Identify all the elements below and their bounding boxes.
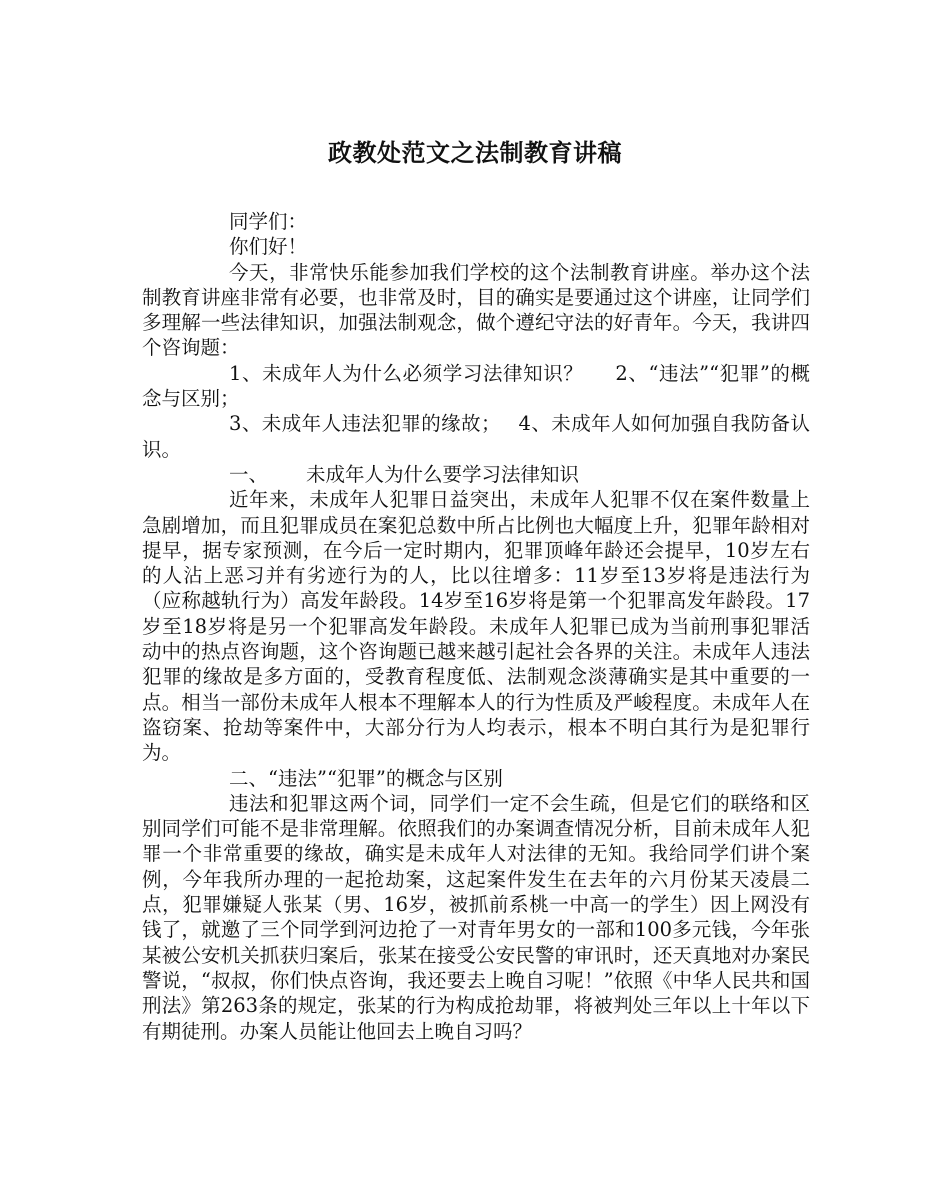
section-2-heading: 二、“违法”“犯罪”的概念与区别 — [229, 766, 503, 790]
topic-1: 1、未成年人为什么必须学习法律知识？ — [229, 361, 584, 385]
topic-3: 3、未成年人违法犯罪的缘故； — [229, 412, 501, 436]
section-1-paragraph: 近年来，未成年人犯罪日益突出，未成年人犯罪不仅在案件数量上急剧增加，而且犯罪成员在案犯总数中所占比例也大幅度上升，犯罪年龄相对提早，据专家预测，在今后一定时期内，犯罪顶峰年龄还会提早，10岁左右的人沾上恶习并有劣迹行为的人，比以往增多：11岁至13岁将是违法行为（应称越轨行为）高发年龄段。14岁至16岁将是第一个犯罪高发年龄段。17岁至18岁将是另一个犯罪高发年龄段。未成年人犯罪已成为当前刑事犯罪活动中的热点咨询题，这个咨询题已越来越引起社会各界的关注。未成年人违法犯罪的缘故是多方面的，受教育程度低、法制观念淡薄确实是其中重要的一点。相当一部份未成年人根本不理解本人的行为性质及严峻程度。未成年人在盗窃案、抢劫等案件中，大部分行为人均表示，根本不明白其行为是犯罪行为。 — [142, 488, 810, 765]
section-2-paragraph: 违法和犯罪这两个词，同学们一定不会生疏，但是它们的联络和区别同学们可能不是非常理解。依照我们的办案调查情况分析，目前未成年人犯罪一个非常重要的缘故，确实是未成年人对法律的无知。我给同学们讲个案例，今年我所办理的一起抢劫案，这起案件发生在去年的六月份某天凌晨二点，犯罪嫌疑人张某（男、16岁，被抓前系桃一中高一的学生）因上网没有钱了，就邀了三个同学到河边抢了一对青年男女的一部和100多元钱，今年张某被公安机关抓获归案后，张某在接受公安民警的审讯时，还天真地对办案民警说，“叔叔，你们快点咨询，我还要去上晚自习呢！”依照《中华人民共和国刑法》第263条的规定，张某的行为构成抢劫罪，将被判处三年以上十年以下有期徒刑。办案人员能让他回去上晚自习吗？ — [142, 791, 810, 1043]
document-title: 政教处范文之法制教育讲稿 — [328, 139, 622, 167]
section-1-number: 一、 — [229, 462, 269, 486]
topic-line-3-4 — [142, 411, 810, 462]
hello: 你们好！ — [229, 235, 308, 259]
intro-paragraph: 今天，非常快乐能参加我们学校的这个法制教育讲座。举办这个法制教育讲座非常有必要，也非常及时，目的确实是要通过这个讲座，让同学们多理解一些法律知识，加强法制观念，做个遵纪守法的好青年。今天，我讲四个咨询题： — [142, 260, 810, 360]
section-1-title: 未成年人为什么要学习法律知识 — [306, 462, 580, 486]
topic-line-1-2 — [142, 361, 810, 412]
section-1-heading — [142, 462, 810, 487]
document-body — [142, 209, 810, 1044]
topic-4: 4、未成年人如何加强自我防备认识。 — [142, 412, 810, 461]
topic-2: 2、“违法”“犯罪”的概念与区别； — [142, 361, 810, 411]
greeting: 同学们： — [229, 210, 308, 233]
